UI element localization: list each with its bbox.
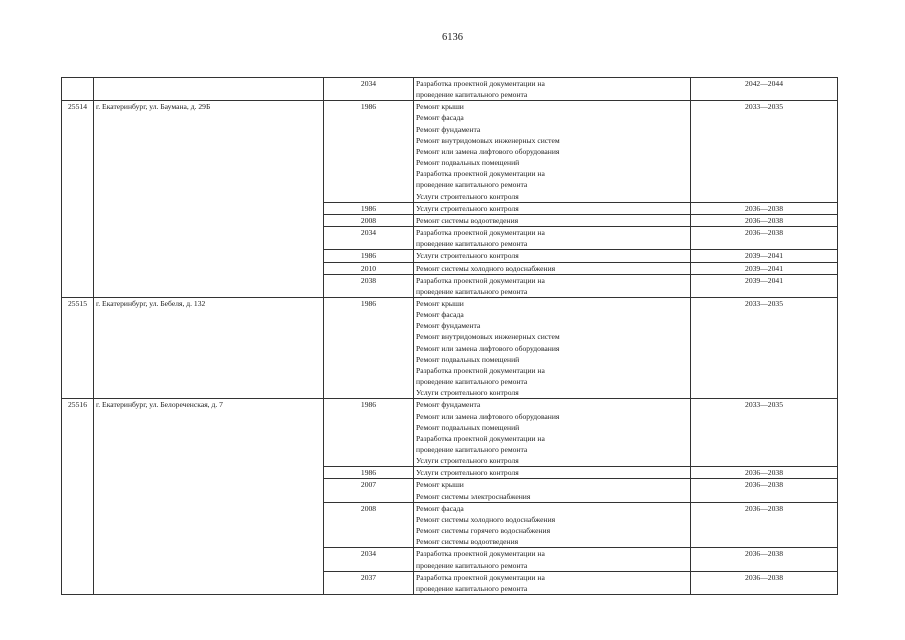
planned-period-cell: 2039—2041 — [691, 262, 838, 274]
work-types-cell — [414, 227, 691, 250]
planned-period-cell: 2036—2038 — [691, 502, 838, 548]
work-types-cell — [414, 571, 691, 594]
work-item: Разработка проектной документации на — [416, 275, 545, 285]
work-item: Ремонт фундамента — [416, 400, 481, 410]
work-item: Разработка проектной документации на — [416, 169, 545, 179]
work-item: проведение капитального ремонта — [416, 239, 528, 249]
work-item: Ремонт фасада — [416, 310, 464, 320]
year-cell: 2034 — [324, 548, 414, 571]
house-number-cell: 25516 — [62, 399, 94, 595]
work-item: Ремонт или замена лифтового оборудования — [416, 411, 560, 421]
planned-period-cell: 2033—2035 — [691, 101, 838, 202]
work-item: Ремонт или замена лифтового оборудования — [416, 146, 560, 156]
work-item: проведение капитального ремонта — [416, 560, 528, 570]
work-item: проведение капитального ремонта — [416, 445, 528, 454]
year-cell: 2008 — [324, 214, 414, 226]
planned-period-cell: 2033—2035 — [691, 399, 838, 467]
work-item: проведение капитального ремонта — [416, 377, 528, 387]
house-address-cell — [94, 78, 324, 101]
work-item: Разработка проектной документации на — [416, 79, 545, 88]
work-item: Ремонт системы водоотведения — [416, 215, 519, 225]
table-row — [62, 101, 838, 202]
repair-schedule-table — [61, 77, 838, 595]
table-row — [62, 297, 838, 398]
work-item: проведение капитального ремонта — [416, 90, 528, 100]
planned-period-cell: 2036—2038 — [691, 214, 838, 226]
work-types-cell — [414, 78, 691, 101]
work-item: Услуги строительного контроля — [416, 203, 519, 213]
work-item: Услуги строительного контроля — [416, 468, 519, 478]
year-cell: 1986 — [324, 101, 414, 202]
work-item: Услуги строительного контроля — [416, 456, 519, 466]
work-item: Ремонт крыши — [416, 480, 464, 490]
work-item: Ремонт подвальных помещений — [416, 158, 520, 168]
house-address-cell: г. Екатеринбург, ул. Белореченская, д. 7 — [94, 399, 324, 595]
planned-period-cell: 2036—2038 — [691, 202, 838, 214]
planned-period-cell: 2036—2038 — [691, 227, 838, 250]
year-cell: 2008 — [324, 502, 414, 548]
year-cell: 2034 — [324, 227, 414, 250]
year-cell: 1986 — [324, 467, 414, 479]
work-item: Ремонт подвальных помещений — [416, 422, 520, 432]
work-item: проведение капитального ремонта — [416, 583, 528, 593]
table-row — [62, 399, 838, 467]
work-item: Ремонт фасада — [416, 113, 464, 123]
work-item: Ремонт фундамента — [416, 321, 481, 331]
house-address-cell: г. Екатеринбург, ул. Бебеля, д. 132 — [94, 297, 324, 398]
year-cell: 1986 — [324, 202, 414, 214]
work-item: Разработка проектной документации на — [416, 228, 545, 238]
work-item: Разработка проектной документации на — [416, 572, 545, 582]
planned-period-cell: 2036—2038 — [691, 467, 838, 479]
work-types-cell — [414, 101, 691, 202]
year-cell: 1986 — [324, 399, 414, 467]
table-body — [62, 78, 838, 595]
work-item: Услуги строительного контроля — [416, 191, 519, 201]
work-item: Ремонт системы холодного водоснабжения — [416, 263, 556, 273]
year-cell: 2034 — [324, 78, 414, 101]
table-row — [62, 78, 838, 101]
work-item: Ремонт крыши — [416, 298, 464, 308]
work-item: Ремонт подвальных помещений — [416, 354, 520, 364]
planned-period-cell: 2039—2041 — [691, 274, 838, 297]
work-types-cell — [414, 548, 691, 571]
work-item: Услуги строительного контроля — [416, 388, 519, 398]
work-item: Ремонт внутридомовых инженерных систем — [416, 135, 560, 145]
work-types-cell — [414, 502, 691, 548]
work-types-cell — [414, 262, 691, 274]
work-types-cell — [414, 297, 691, 398]
house-number-cell: 25515 — [62, 297, 94, 398]
planned-period-cell: 2036—2038 — [691, 548, 838, 571]
work-types-cell — [414, 274, 691, 297]
work-item: Ремонт фундамента — [416, 124, 481, 134]
work-item: Ремонт системы холодного водоснабжения — [416, 514, 556, 524]
work-item: Ремонт внутридомовых инженерных систем — [416, 332, 560, 342]
work-types-cell — [414, 202, 691, 214]
work-types-cell — [414, 214, 691, 226]
work-item: проведение капитального ремонта — [416, 180, 528, 190]
year-cell: 1986 — [324, 250, 414, 262]
house-address-cell: г. Екатеринбург, ул. Баумана, д. 29Б — [94, 101, 324, 298]
work-item: Ремонт системы горячего водоснабжения — [416, 526, 551, 536]
work-types-cell — [414, 479, 691, 502]
year-cell: 2010 — [324, 262, 414, 274]
page-number: 6136 — [442, 32, 463, 43]
work-item: Ремонт фасада — [416, 503, 464, 513]
planned-period-cell: 2036—2038 — [691, 571, 838, 594]
work-item: Ремонт системы водоотведения — [416, 537, 519, 547]
planned-period-cell: 2039—2041 — [691, 250, 838, 262]
work-item: Разработка проектной документации на — [416, 433, 545, 443]
work-item: Разработка проектной документации на — [416, 365, 545, 375]
work-types-cell — [414, 250, 691, 262]
planned-period-cell: 2033—2035 — [691, 297, 838, 398]
year-cell: 2007 — [324, 479, 414, 502]
work-item: Услуги строительного контроля — [416, 251, 519, 261]
work-item: Разработка проектной документации на — [416, 549, 545, 559]
work-types-cell — [414, 467, 691, 479]
planned-period-cell: 2042—2044 — [691, 78, 838, 101]
work-item: Ремонт или замена лифтового оборудования — [416, 343, 560, 353]
year-cell: 1986 — [324, 297, 414, 398]
year-cell: 2038 — [324, 274, 414, 297]
work-item: Ремонт системы электроснабжения — [416, 491, 531, 501]
house-number-cell: 25514 — [62, 101, 94, 298]
year-cell: 2037 — [324, 571, 414, 594]
work-item: проведение капитального ремонта — [416, 286, 528, 296]
house-number-cell — [62, 78, 94, 101]
work-item: Ремонт крыши — [416, 102, 464, 112]
planned-period-cell: 2036—2038 — [691, 479, 838, 502]
work-types-cell — [414, 399, 691, 467]
